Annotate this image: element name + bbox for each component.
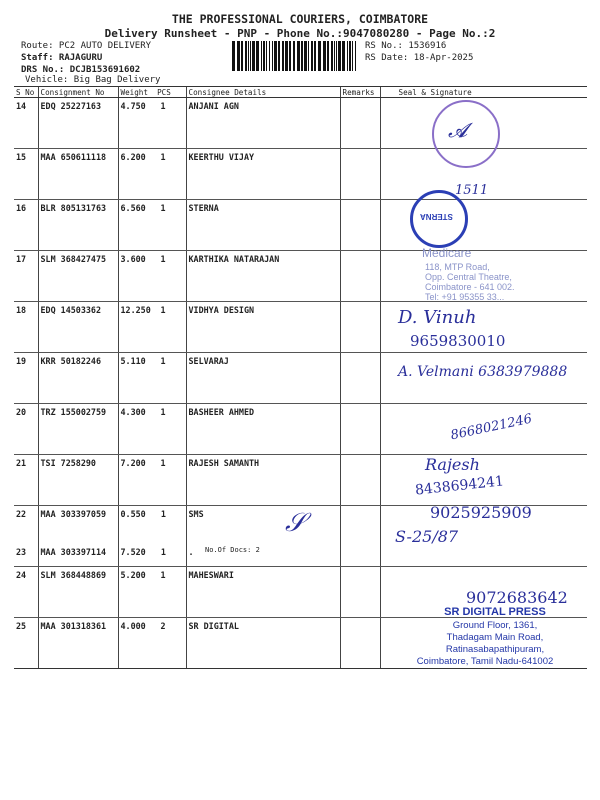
barcode-bar xyxy=(301,41,303,71)
weight: 4.750 xyxy=(120,101,146,111)
weight: 6.560 xyxy=(120,203,146,213)
consignment-cell xyxy=(38,200,118,251)
remarks-cell xyxy=(340,404,380,455)
medicare-stamp-line: Medicare xyxy=(422,246,472,260)
medicare-stamp-line: 118, MTP Road, xyxy=(425,262,490,272)
col-weight-pcs: Weight PCS xyxy=(118,87,186,98)
weight-cell xyxy=(118,506,186,567)
pcs: 1 xyxy=(160,458,166,468)
vehicle: Vehicle: Big Bag Delivery xyxy=(25,75,161,85)
pcs: 1 xyxy=(160,101,166,111)
handwriting-r15: 1511 xyxy=(455,183,489,198)
barcode-bar xyxy=(314,41,316,71)
barcode-bar xyxy=(352,41,353,71)
consignment-no: MAA 301318361 xyxy=(40,621,107,631)
weight: 4.000 xyxy=(120,621,146,631)
table-row xyxy=(14,98,587,149)
medicare-stamp-line: Tel: +91 95355 33... xyxy=(425,292,505,302)
consignee-cell xyxy=(186,251,340,302)
barcode-bar xyxy=(237,41,240,71)
barcode-bar xyxy=(278,41,280,71)
barcode xyxy=(232,41,358,71)
consignment-cell xyxy=(38,353,118,404)
consignee: RAJESH SAMANTH xyxy=(188,458,260,468)
table-row xyxy=(14,200,587,251)
pcs: 1 xyxy=(160,570,166,580)
barcode-bar xyxy=(331,41,333,71)
consignment-cell xyxy=(38,506,118,567)
handwriting-r23: S-25/87 xyxy=(395,527,459,546)
handwriting-r18-name: D. Vinuh xyxy=(398,307,477,328)
barcode-bar xyxy=(297,41,300,71)
barcode-bar xyxy=(232,41,235,71)
press-stamp-line: Thadagam Main Road, xyxy=(446,632,544,643)
consignee-cell xyxy=(186,567,340,618)
consignee: SMS xyxy=(188,509,204,519)
pcs: 1 xyxy=(160,547,166,557)
sno-cell xyxy=(14,302,38,353)
sno: 21 xyxy=(16,458,27,468)
consignment-cell xyxy=(38,455,118,506)
sno-cell xyxy=(14,353,38,404)
barcode-bar xyxy=(323,41,326,71)
weight: 0.550 xyxy=(120,509,146,519)
weight: 3.600 xyxy=(120,254,146,264)
col-consignment: Consignment No xyxy=(38,87,118,98)
handwriting-r21-phone: 8438694241 xyxy=(414,473,505,499)
consignee-cell xyxy=(186,149,340,200)
consignee: VIDHYA DESIGN xyxy=(188,305,255,315)
sno: 16 xyxy=(16,203,27,213)
rs-no: RS No.: 1536916 xyxy=(365,41,447,51)
weight: 4.300 xyxy=(120,407,146,417)
remarks-cell xyxy=(340,455,380,506)
remarks-cell xyxy=(340,200,380,251)
consignment-cell xyxy=(38,251,118,302)
consignment-no: MAA 650611118 xyxy=(40,152,107,162)
barcode-bar xyxy=(342,41,345,71)
consignee: MAHESWARI xyxy=(188,570,234,580)
handwriting-r18-phone: 9659830010 xyxy=(410,332,506,350)
barcode-bar xyxy=(318,41,321,71)
barcode-bar xyxy=(250,41,251,71)
remarks-cell xyxy=(340,506,380,567)
consignee-cell xyxy=(186,200,340,251)
barcode-bar xyxy=(263,41,265,71)
barcode-bar xyxy=(311,41,313,71)
consignment-no: KRR 50182246 xyxy=(40,356,102,366)
barcode-bar xyxy=(282,41,284,71)
weight-cell xyxy=(118,567,186,618)
barcode-bar xyxy=(293,41,295,71)
consignee: . xyxy=(188,547,194,557)
press-stamp-line: Ground Floor, 1361, xyxy=(452,620,538,631)
sno-cell xyxy=(14,567,38,618)
sno-cell xyxy=(14,200,38,251)
col-seal: Seal & Signature xyxy=(380,87,587,98)
weight-cell xyxy=(118,302,186,353)
consignee-cell xyxy=(186,404,340,455)
press-stamp-name: SR DIGITAL PRESS xyxy=(444,606,546,618)
weight-cell xyxy=(118,251,186,302)
consignee-cell xyxy=(186,98,340,149)
sno: 23 xyxy=(16,547,27,557)
sno: 15 xyxy=(16,152,27,162)
remarks-cell xyxy=(340,98,380,149)
sno: 24 xyxy=(16,570,27,580)
sno: 18 xyxy=(16,305,27,315)
weight: 6.200 xyxy=(120,152,146,162)
col-sno: S No xyxy=(14,87,38,98)
barcode-bar xyxy=(347,41,348,71)
medicare-stamp-line: Coimbatore - 641 002. xyxy=(425,282,515,292)
weight-cell xyxy=(118,404,186,455)
barcode-bar xyxy=(327,41,329,71)
weight-cell xyxy=(118,618,186,669)
barcode-bar xyxy=(355,41,356,71)
weight: 5.200 xyxy=(120,570,146,580)
medicare-stamp-line: Opp. Central Theatre, xyxy=(425,272,512,282)
consignment-cell xyxy=(38,302,118,353)
sno-cell xyxy=(14,251,38,302)
barcode-bar xyxy=(266,41,267,71)
barcode-bar xyxy=(241,41,243,71)
barcode-bar xyxy=(248,41,249,71)
consignment-no: EDQ 14503362 xyxy=(40,305,102,315)
press-stamp-line: Ratinasabapathipuram, xyxy=(445,644,545,655)
signature-row22: 𝒮 xyxy=(285,508,306,538)
consignment-no: TRZ 155002759 xyxy=(40,407,107,417)
remarks-cell xyxy=(340,618,380,669)
remarks-cell xyxy=(340,353,380,404)
consignment-cell xyxy=(38,618,118,669)
consignee: KARTHIKA NATARAJAN xyxy=(188,254,280,264)
barcode-bar xyxy=(285,41,288,71)
weight: 7.520 xyxy=(120,547,146,557)
handwriting-r21-name: Rajesh xyxy=(425,455,480,474)
consignment-cell xyxy=(38,149,118,200)
consignment-no: EDQ 25227163 xyxy=(40,101,102,111)
consignee: BASHEER AHMED xyxy=(188,407,255,417)
consignment-cell xyxy=(38,98,118,149)
barcode-bar xyxy=(334,41,335,71)
weight-cell xyxy=(118,200,186,251)
col-remarks: Remarks xyxy=(340,87,380,98)
rs-date: RS Date: 18-Apr-2025 xyxy=(365,53,474,63)
handwriting-r20: 8668021246 xyxy=(449,411,534,444)
consignee: KEERTHU VIJAY xyxy=(188,152,255,162)
signature-row14: 𝓐 xyxy=(448,118,468,142)
route: Route: PC2 AUTO DELIVERY xyxy=(21,41,152,51)
barcode-bar xyxy=(304,41,307,71)
sno-cell xyxy=(14,98,38,149)
sno: 25 xyxy=(16,621,27,631)
sno-cell xyxy=(14,618,38,669)
handwriting-r24: 9072683642 xyxy=(466,588,568,607)
no-of-docs: No.Of Docs: 2 xyxy=(205,546,260,554)
sterna-stamp-text: STERNA xyxy=(420,212,453,221)
barcode-bar xyxy=(252,41,255,71)
barcode-bar xyxy=(308,41,309,71)
runsheet-subtitle: Delivery Runsheet - PNP - Phone No.:9047080280 - Page No.:2 xyxy=(104,27,496,40)
sno-cell xyxy=(14,404,38,455)
pcs: 1 xyxy=(160,305,166,315)
consignee: ANJANI AGN xyxy=(188,101,239,111)
sno-cell xyxy=(14,506,38,567)
pcs: 2 xyxy=(160,621,166,631)
pcs: 1 xyxy=(160,407,166,417)
consignment-no: BLR 805131763 xyxy=(40,203,107,213)
pcs: 1 xyxy=(160,356,166,366)
remarks-cell xyxy=(340,302,380,353)
sno: 22 xyxy=(16,509,27,519)
weight-cell xyxy=(118,455,186,506)
pcs: 1 xyxy=(160,509,166,519)
barcode-bar xyxy=(338,41,341,71)
remarks-cell xyxy=(340,251,380,302)
barcode-bar xyxy=(245,41,247,71)
barcode-bar xyxy=(261,41,262,71)
consignee: STERNA xyxy=(188,203,219,213)
consignee-cell xyxy=(186,302,340,353)
barcode-bar xyxy=(289,41,291,71)
consignment-cell xyxy=(38,567,118,618)
consignment-no: SLM 368427475 xyxy=(40,254,107,264)
barcode-bar xyxy=(269,41,270,71)
pcs: 1 xyxy=(160,254,166,264)
consignee-cell xyxy=(186,353,340,404)
sno: 14 xyxy=(16,101,27,111)
weight-cell xyxy=(118,149,186,200)
barcode-bar xyxy=(349,41,351,71)
remarks-cell xyxy=(340,149,380,200)
barcode-bar xyxy=(256,41,259,71)
consignment-no: MAA 303397059 xyxy=(40,509,107,519)
consignee: SR DIGITAL xyxy=(188,621,239,631)
handwriting-r22: 9025925909 xyxy=(430,503,532,522)
pcs: 1 xyxy=(160,152,166,162)
sno: 17 xyxy=(16,254,27,264)
barcode-bar xyxy=(272,41,273,71)
weight: 7.200 xyxy=(120,458,146,468)
barcode-bar xyxy=(274,41,277,71)
consignment-cell xyxy=(38,404,118,455)
sno: 19 xyxy=(16,356,27,366)
consignee-cell xyxy=(186,506,340,567)
consignment-no: TSI 7258290 xyxy=(40,458,96,468)
consignment-no: MAA 303397114 xyxy=(40,547,107,557)
press-stamp-line: Coimbatore, Tamil Nadu-641002 xyxy=(416,656,554,667)
consignee-cell xyxy=(186,455,340,506)
consignee-cell xyxy=(186,618,340,669)
handwriting-r19: A. Velmani 6383979888 xyxy=(398,364,568,380)
pcs: 1 xyxy=(160,203,166,213)
sno-cell xyxy=(14,455,38,506)
drs-no: DRS No.: DCJB153691602 xyxy=(21,65,141,75)
sno-cell xyxy=(14,149,38,200)
remarks-cell xyxy=(340,567,380,618)
table-row xyxy=(14,149,587,200)
company-title: THE PROFESSIONAL COURIERS, COIMBATORE xyxy=(171,12,429,26)
weight: 5.110 xyxy=(120,356,146,366)
col-consignee: Consignee Details xyxy=(186,87,340,98)
staff: Staff: RAJAGURU xyxy=(21,53,103,63)
weight-cell xyxy=(118,353,186,404)
sno: 20 xyxy=(16,407,27,417)
consignment-no: SLM 368448869 xyxy=(40,570,107,580)
barcode-bar xyxy=(336,41,337,71)
consignee: SELVARAJ xyxy=(188,356,229,366)
weight: 12.250 xyxy=(120,305,151,315)
weight-cell xyxy=(118,98,186,149)
